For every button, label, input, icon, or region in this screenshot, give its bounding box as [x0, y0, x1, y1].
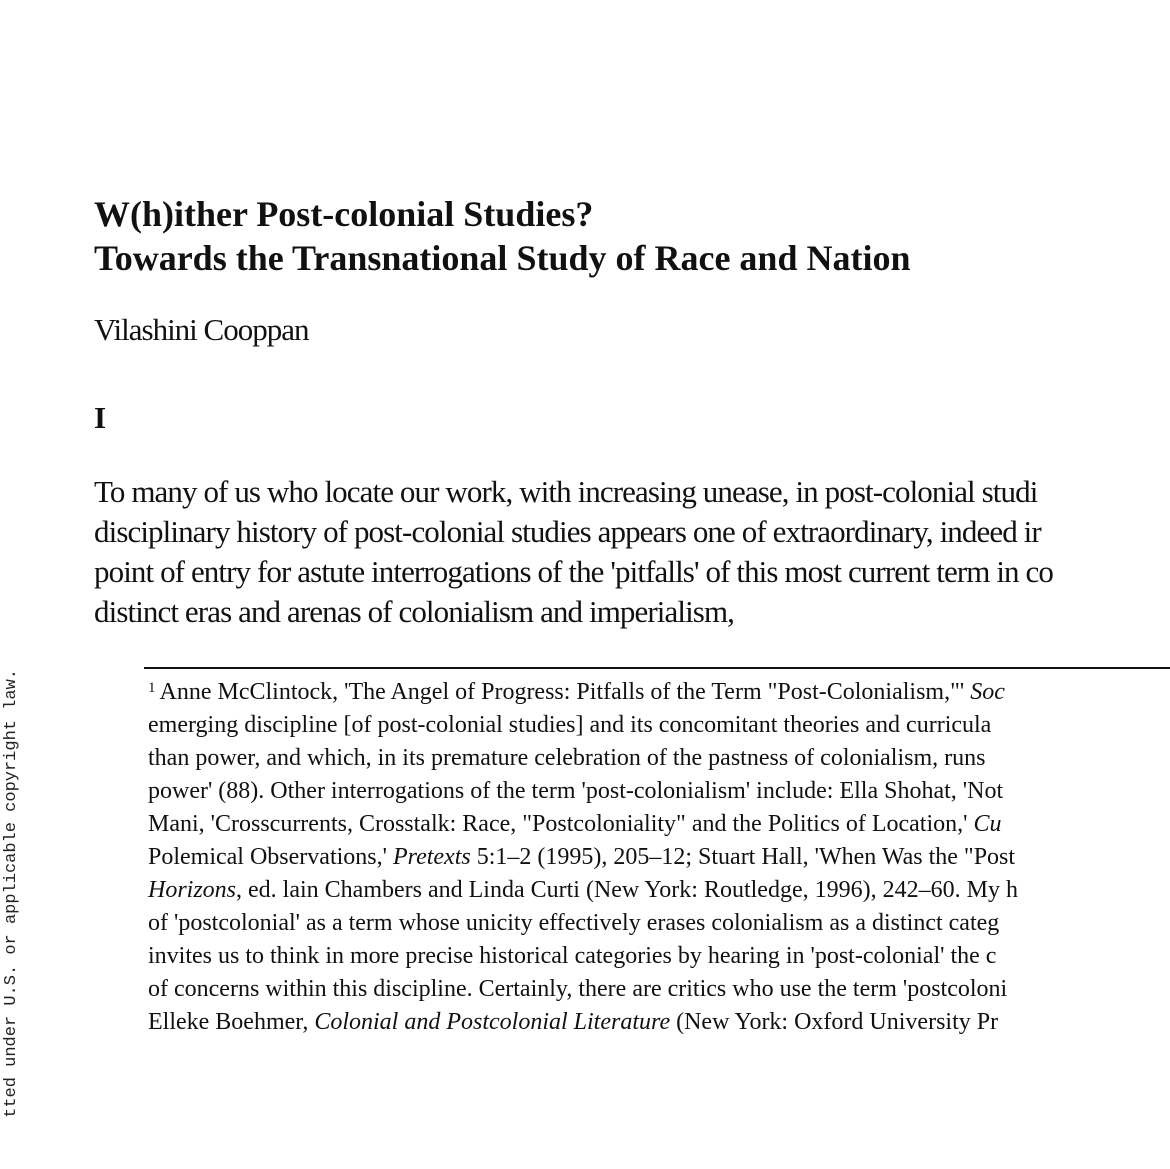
- footnote-line: [148, 841, 1170, 874]
- footnote-text: , ed. lain Chambers and Linda Curti (New York: Routledge, 1996), 242–60. My h: [236, 877, 1018, 903]
- footnote-line: than power, and which, in its premature celebration of the pastness of colonialism, runs: [148, 745, 986, 771]
- footnote-text: Polemical Observations,': [148, 844, 393, 870]
- body-line: distinct eras and arenas of colonialism and imperialism,: [94, 594, 735, 629]
- footnote-line: [148, 676, 1170, 709]
- article-title: [94, 192, 911, 280]
- footnote-line: [148, 874, 1170, 907]
- body-line: disciplinary history of post-colonial studies appears one of extraordinary, indeed ir: [94, 514, 1041, 549]
- copyright-stamp: tted under U.S. or applicable copyright law.: [2, 669, 21, 1118]
- title-line-1: W(h)ither Post-colonial Studies?: [94, 194, 594, 234]
- body-line: point of entry for astute interrogations of the 'pitfalls' of this most current term in co: [94, 554, 1053, 589]
- footnote-italic: Soc: [970, 679, 1005, 705]
- footnote-italic: Cu: [973, 811, 1002, 837]
- footnote: [148, 676, 1170, 1039]
- footnote-line: power' (88). Other interrogations of the term 'post-colonialism' include: Ella Shohat, 'Not: [148, 778, 1004, 804]
- footnote-line: of concerns within this discipline. Certainly, there are critics who use the term 'postcoloni: [148, 976, 1008, 1002]
- footnote-marker: 1: [148, 680, 156, 696]
- footnote-line: invites us to think in more precise historical categories by hearing in 'post-colonial' the c: [148, 943, 997, 969]
- footnote-divider: [144, 667, 1170, 669]
- footnote-italic: Horizons: [148, 877, 237, 903]
- footnote-italic: Pretexts: [392, 844, 471, 870]
- footnote-line: [148, 808, 1170, 841]
- body-paragraph: [94, 472, 1170, 632]
- footnote-text: Mani, 'Crosscurrents, Crosstalk: Race, "Postcoloniality" and the Politics of Location,': [148, 811, 974, 837]
- title-line-2: Towards the Transnational Study of Race and Nation: [94, 238, 911, 278]
- author-name: Vilashini Cooppan: [94, 312, 309, 347]
- footnote-italic: Colonial and Postcolonial Literature: [314, 1009, 671, 1035]
- footnote-line: [148, 1006, 1170, 1039]
- footnote-text: Elleke Boehmer,: [148, 1009, 315, 1035]
- footnote-text: (New York: Oxford University Pr: [670, 1009, 999, 1035]
- footnote-text: 5:1–2 (1995), 205–12; Stuart Hall, 'When Was the "Post: [470, 844, 1016, 870]
- footnote-line: of 'postcolonial' as a term whose unicity effectively erases colonialism as a distinct categ: [148, 910, 1000, 936]
- footnote-text: Anne McClintock, 'The Angel of Progress: Pitfalls of the Term "Post-Colonialism,"': [159, 679, 971, 705]
- section-heading: I: [94, 400, 107, 435]
- footnote-line: emerging discipline [of post-colonial studies] and its concomitant theories and curricula: [148, 712, 992, 738]
- body-line: To many of us who locate our work, with increasing unease, in post-colonial studi: [94, 474, 1038, 509]
